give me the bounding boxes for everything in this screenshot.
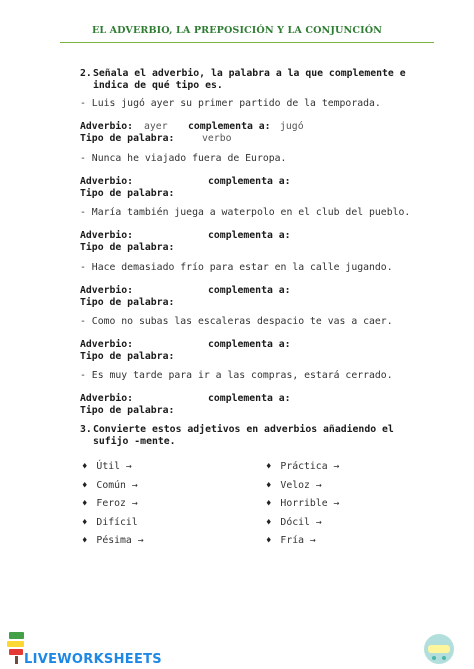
complementa-label: complementa a: xyxy=(208,176,291,187)
complementa-label: complementa a: xyxy=(208,393,291,404)
diamond-bullet-icon: ♦ xyxy=(266,499,272,509)
adjective-item[interactable] xyxy=(266,517,322,529)
arrow-right-icon: → xyxy=(333,498,340,509)
question-number: 2. xyxy=(80,68,92,79)
diamond-bullet-icon: ♦ xyxy=(266,536,272,546)
diamond-bullet-icon: ♦ xyxy=(82,518,88,528)
adverbio-label: Adverbio: xyxy=(80,230,134,241)
adjective-label: Dócil xyxy=(280,517,310,528)
arrow-right-icon: → xyxy=(131,480,138,491)
brand-logo-text[interactable]: LIVEWORKSHEETS xyxy=(24,652,162,667)
arrow-right-icon: → xyxy=(309,535,316,546)
arrow-right-icon: → xyxy=(315,480,322,491)
adjective-item[interactable] xyxy=(266,498,339,510)
exercise-sentence: - María también juega a waterpolo en el club del pueblo. xyxy=(80,207,411,218)
adverbio-answer[interactable]: ayer xyxy=(144,121,168,132)
exercise-sentence: - Nunca he viajado fuera de Europa. xyxy=(80,153,287,164)
arrow-right-icon: → xyxy=(125,461,132,472)
adjective-item[interactable] xyxy=(266,480,322,492)
adjective-item[interactable] xyxy=(82,535,144,547)
adjective-item[interactable] xyxy=(266,535,316,547)
tipo-label: Tipo de palabra: xyxy=(80,242,175,253)
complementa-label: complementa a: xyxy=(208,230,291,241)
arrow-right-icon: → xyxy=(315,517,322,528)
question-line-1: Convierte estos adjetivos en adverbios añadiendo el xyxy=(93,424,394,435)
adverbio-label: Adverbio: xyxy=(80,176,134,187)
question-line-1: Señala el adverbio, la palabra a la que complemente e xyxy=(93,68,406,79)
question-number: 3. xyxy=(80,424,92,435)
exercise-sentence: - Es muy tarde para ir a las compras, estará cerrado. xyxy=(80,370,393,381)
adjective-label: Común xyxy=(96,480,126,491)
badge-icon xyxy=(422,632,456,666)
adjective-label: Pésima xyxy=(96,535,132,546)
tipo-answer[interactable]: verbo xyxy=(202,133,232,144)
adjective-label: Fría xyxy=(280,535,305,546)
adverbio-label: Adverbio: xyxy=(80,339,134,350)
complementa-label: complementa a: xyxy=(208,285,291,296)
exercise-sentence: - Hace demasiado frío para estar en la calle jugando. xyxy=(80,262,393,273)
arrow-right-icon: → xyxy=(131,498,138,509)
adjective-item[interactable] xyxy=(82,498,138,510)
diamond-bullet-icon: ♦ xyxy=(266,481,272,491)
arrow-right-icon: → xyxy=(137,535,144,546)
adjective-item[interactable] xyxy=(82,461,132,473)
tipo-label: Tipo de palabra: xyxy=(80,405,175,416)
adjective-label: Práctica xyxy=(280,461,328,472)
complementa-label: complementa a: xyxy=(208,339,291,350)
diamond-bullet-icon: ♦ xyxy=(82,462,88,472)
adjective-label: Feroz xyxy=(96,498,126,509)
adjective-item[interactable] xyxy=(82,517,138,529)
diamond-bullet-icon: ♦ xyxy=(82,499,88,509)
complementa-answer[interactable]: jugó xyxy=(280,121,304,132)
diamond-bullet-icon: ♦ xyxy=(266,462,272,472)
question-line-2: sufijo -mente. xyxy=(93,436,176,447)
question-line-2: indica de qué tipo es. xyxy=(93,80,223,91)
adverbio-label: Adverbio: xyxy=(80,393,134,404)
diamond-bullet-icon: ♦ xyxy=(82,536,88,546)
diamond-bullet-icon: ♦ xyxy=(266,518,272,528)
exercise-sentence: - Luis jugó ayer su primer partido de la temporada. xyxy=(80,98,381,109)
exercise-sentence: - Como no subas las escaleras despacio te vas a caer. xyxy=(80,316,393,327)
adjective-item[interactable] xyxy=(82,480,138,492)
tipo-label: Tipo de palabra: xyxy=(80,188,175,199)
adjective-label: Difícil xyxy=(96,517,138,528)
adjective-label: Útil xyxy=(96,461,121,472)
adverbio-label: Adverbio: xyxy=(80,285,134,296)
adjective-label: Veloz xyxy=(280,480,310,491)
adjective-item[interactable] xyxy=(266,461,339,473)
title-underline xyxy=(60,42,434,43)
tipo-label: Tipo de palabra: xyxy=(80,297,175,308)
tipo-label: Tipo de palabra: xyxy=(80,133,175,144)
adverbio-label: Adverbio: xyxy=(80,121,134,132)
complementa-label: complementa a: xyxy=(188,121,271,132)
arrow-right-icon: → xyxy=(333,461,340,472)
diamond-bullet-icon: ♦ xyxy=(82,481,88,491)
adjective-label: Horrible xyxy=(280,498,328,509)
page-title: EL ADVERBIO, LA PREPOSICIÓN Y LA CONJUNCIÓN xyxy=(91,25,383,36)
tipo-label: Tipo de palabra: xyxy=(80,351,175,362)
